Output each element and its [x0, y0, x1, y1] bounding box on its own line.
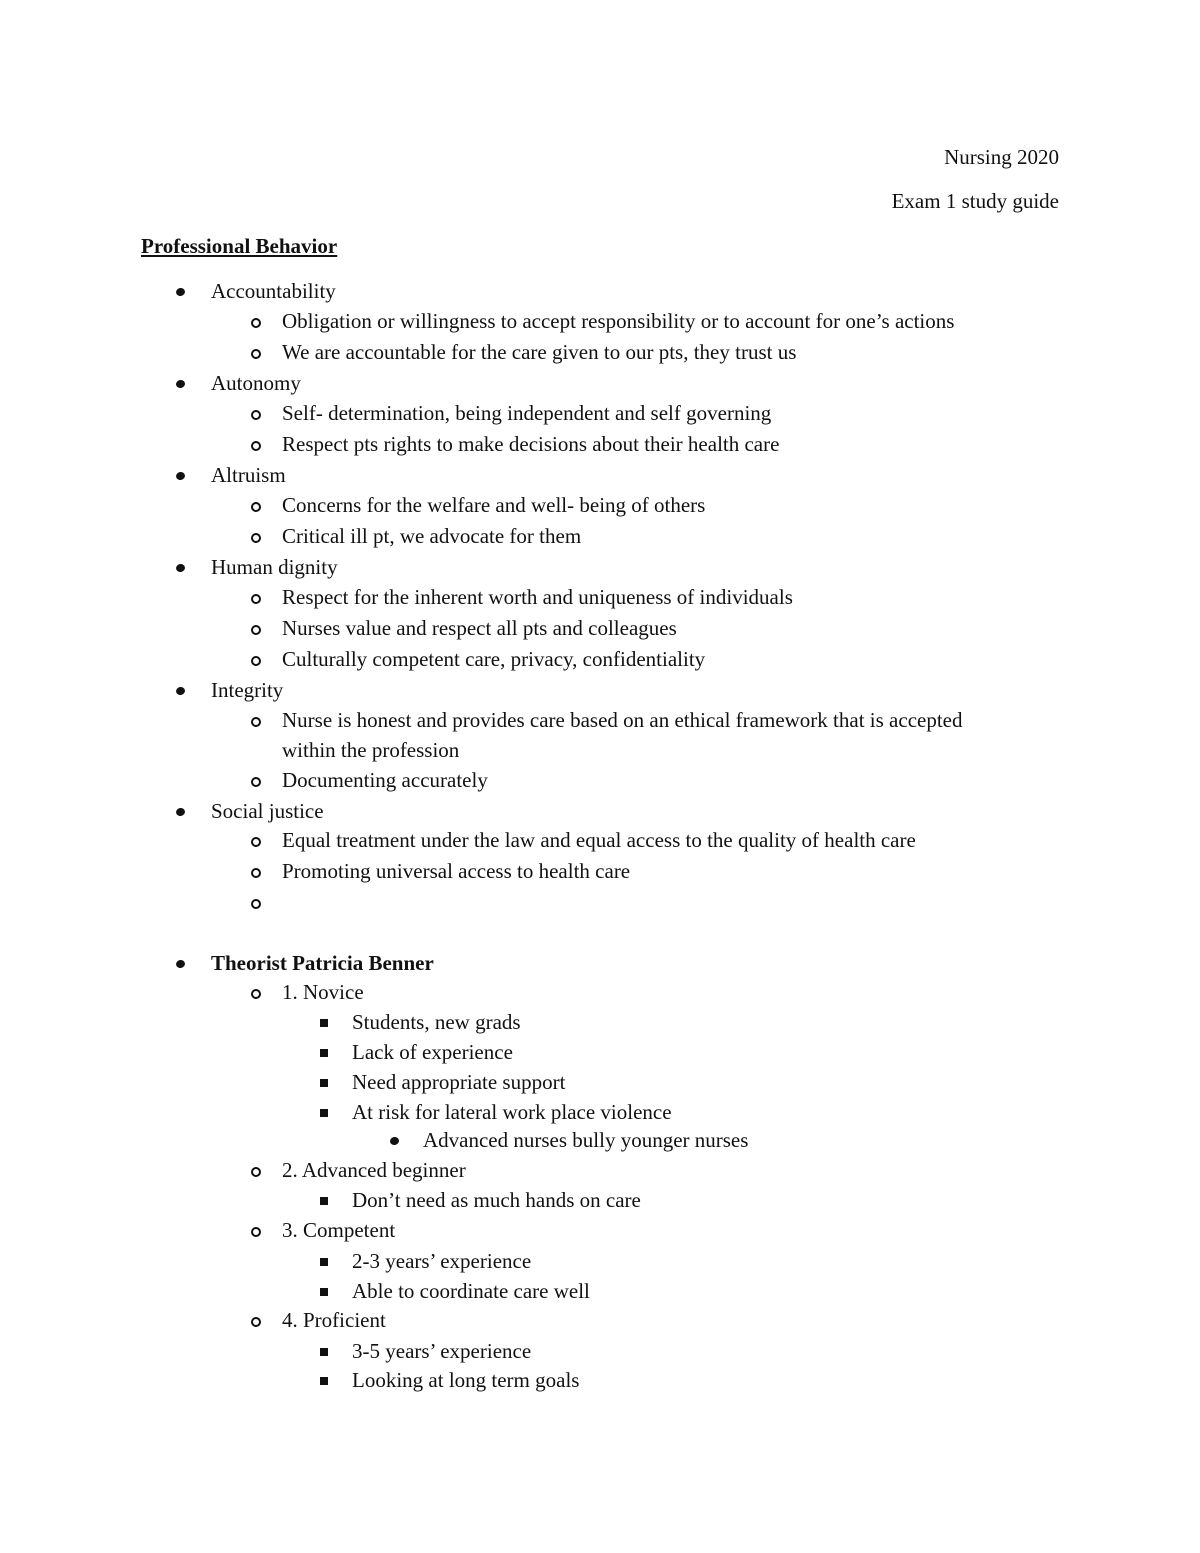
- outline-item: 2. Advanced beginner: [282, 1158, 466, 1182]
- circle-bullet-icon: [251, 717, 261, 727]
- outline-item: Nurse is honest and provides care based on an ethical framework that is accepted: [282, 708, 963, 732]
- disc-bullet-icon: [175, 959, 186, 969]
- outline-item: Culturally competent care, privacy, confidentiality: [282, 647, 706, 671]
- outline-item: Integrity: [211, 678, 284, 702]
- square-bullet-icon: [320, 1049, 328, 1057]
- circle-bullet-icon: [251, 594, 261, 604]
- outline-item: Lack of experience: [352, 1040, 513, 1064]
- outline-item: Self- determination, being independent and self governing: [282, 401, 772, 425]
- outline-item: Autonomy: [211, 371, 301, 395]
- square-bullet-icon: [320, 1377, 328, 1385]
- circle-bullet-icon: [251, 502, 261, 512]
- outline-item: Respect for the inherent worth and uniqueness of individuals: [282, 585, 793, 609]
- outline-item: 1. Novice: [282, 980, 364, 1004]
- outline-item: Able to coordinate care well: [352, 1279, 590, 1303]
- outline-item: 3-5 years’ experience: [352, 1339, 532, 1363]
- disc-bullet-icon: [175, 287, 186, 297]
- outline-item: Documenting accurately: [282, 768, 488, 792]
- disc-bullet-icon: [175, 686, 186, 696]
- circle-bullet-icon: [251, 989, 261, 999]
- outline-item: Human dignity: [211, 555, 338, 579]
- outline-item: Accountability: [211, 279, 336, 303]
- outline-item: Don’t need as much hands on care: [352, 1188, 641, 1212]
- outline-item: within the profession: [282, 738, 460, 762]
- outline-item: Advanced nurses bully younger nurses: [423, 1128, 749, 1152]
- section-heading: Professional Behavior: [141, 234, 338, 258]
- outline-item: Students, new grads: [352, 1010, 521, 1034]
- outline-item: Looking at long term goals: [352, 1368, 580, 1392]
- circle-bullet-icon: [251, 349, 261, 359]
- square-bullet-icon: [320, 1019, 328, 1027]
- outline-item: Concerns for the welfare and well- being of others: [282, 493, 706, 517]
- circle-bullet-icon: [251, 318, 261, 328]
- outline-item: 4. Proficient: [282, 1308, 386, 1332]
- outline-item: Social justice: [211, 799, 324, 823]
- outline-item: At risk for lateral work place violence: [352, 1100, 672, 1124]
- square-bullet-icon: [320, 1109, 328, 1117]
- square-bullet-icon: [320, 1348, 328, 1356]
- circle-bullet-icon: [251, 899, 261, 909]
- disc-bullet-icon: [175, 807, 186, 817]
- outline-item: Respect pts rights to make decisions about their health care: [282, 432, 780, 456]
- outline-item: Altruism: [211, 463, 286, 487]
- disc-bullet-icon: [389, 1136, 400, 1146]
- circle-bullet-icon: [251, 1227, 261, 1237]
- document-title: Exam 1 study guide: [891, 189, 1059, 213]
- outline-item: Need appropriate support: [352, 1070, 566, 1094]
- outline-item: Theorist Patricia Benner: [211, 951, 434, 975]
- square-bullet-icon: [320, 1288, 328, 1296]
- square-bullet-icon: [320, 1197, 328, 1205]
- outline-item: Critical ill pt, we advocate for them: [282, 524, 582, 548]
- circle-bullet-icon: [251, 533, 261, 543]
- circle-bullet-icon: [251, 625, 261, 635]
- outline-item: Obligation or willingness to accept responsibility or to account for one’s actions: [282, 309, 955, 333]
- outline-item: 2-3 years’ experience: [352, 1249, 532, 1273]
- square-bullet-icon: [320, 1258, 328, 1266]
- circle-bullet-icon: [251, 1167, 261, 1177]
- outline-item: Promoting universal access to health care: [282, 859, 631, 883]
- disc-bullet-icon: [175, 379, 186, 389]
- circle-bullet-icon: [251, 656, 261, 666]
- circle-bullet-icon: [251, 410, 261, 420]
- circle-bullet-icon: [251, 777, 261, 787]
- outline-item: Equal treatment under the law and equal access to the quality of health care: [282, 828, 916, 852]
- circle-bullet-icon: [251, 837, 261, 847]
- circle-bullet-icon: [251, 441, 261, 451]
- outline-item: 3. Competent: [282, 1218, 396, 1242]
- circle-bullet-icon: [251, 868, 261, 878]
- circle-bullet-icon: [251, 1317, 261, 1327]
- disc-bullet-icon: [175, 563, 186, 573]
- outline-item: We are accountable for the care given to our pts, they trust us: [282, 340, 797, 364]
- square-bullet-icon: [320, 1079, 328, 1087]
- disc-bullet-icon: [175, 471, 186, 481]
- outline-item: Nurses value and respect all pts and colleagues: [282, 616, 677, 640]
- document-course: Nursing 2020: [944, 145, 1059, 169]
